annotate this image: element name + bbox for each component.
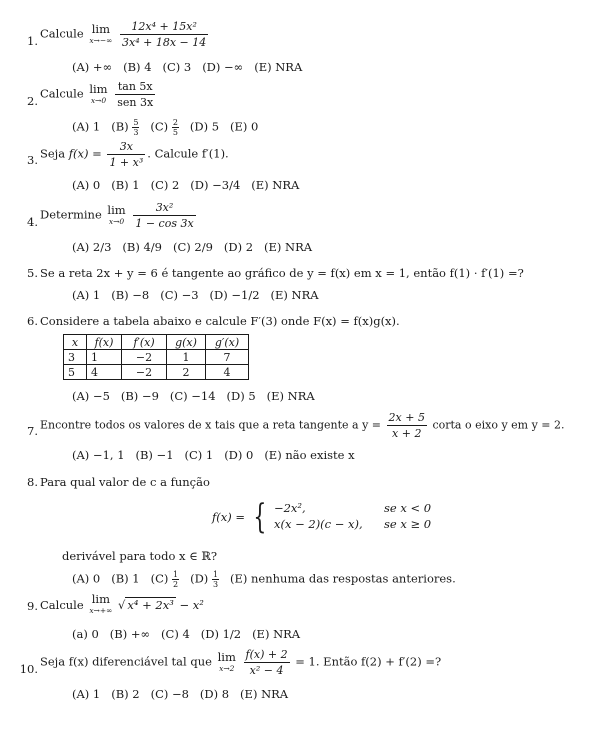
question-text: Encontre todos os valores de x tais que a reta tangente a y = $\frac{2x + 5}{x + 2}$ corta o eixo y em y = 2. [40,411,565,440]
question-text: Seja f(x) diferenciável tal que lim x→2 $\frac{f(x) + 2}{\text{x² − 4}}$ = 1. Então f(2) + f′(2) =? [40,648,442,677]
fraction: $\frac{f(x) + 2}{\text{x² − 4}}$ [245,648,288,677]
fraction: $\frac{\tan 5x}{\text{sen 3x}}$ [117,80,154,109]
limit: lim x→0 [89,81,108,105]
question-number: 7. [27,424,38,438]
options: (A) 1 (B) 2 (C) −8 (D) 8 (E) NRA [72,687,289,701]
table-header-cell: x [64,335,87,350]
table-header-cell: g(x) [167,335,206,350]
table-cell: 4 [87,365,122,380]
options: (A) 0 (B) 1 (C) 2 (D) −3/4 (E) NRA [72,178,300,192]
table-cell: 1 [167,350,206,365]
question-number: 9. [27,599,38,613]
fraction: $\frac{\text{3x²}}{1 - \cos 3x}$ [135,201,194,230]
table-header-cell: f(x) [87,335,122,350]
question-number: 6. [27,314,38,328]
options: (A) 0 (B) 1 (C) $\frac{1}{2}$ (D) $\frac{1}{3}$ (E) nenhuma das respostas anteriores. [72,570,456,589]
brace: { [253,497,266,537]
question-text [40,20,210,49]
table-cell: 7 [206,350,249,365]
table-header-cell: g′(x) [206,335,249,350]
table-cell: −2 [122,365,167,380]
options: (A) −5 (B) −9 (C) −14 (D) 5 (E) NRA [72,389,315,403]
question-number: 8. [27,475,38,489]
options: (A) −1, 1 (B) −1 (C) 1 (D) 0 (E) não existe x [72,448,355,462]
limit: lim x→2 [217,649,236,673]
question-text: Calcule lim x→0 $\frac{\tan 5x}{\text{sen 3x}}$ [40,80,154,109]
square-root: √ x⁴ + 2x³ [118,598,174,612]
limit: lim x→0 [107,202,126,226]
table-cell: −2 [122,350,167,365]
fraction: $\frac{\text{12x⁴ + 15x²}}{\text{3x⁴ + 18x − 14}}$ [122,20,207,49]
values-table [63,334,249,380]
options: (A) 1 (B) −8 (C) −3 (D) −1/2 (E) NRA [72,288,319,302]
question-text: Seja f(x) = $\frac{3x}{\text{1 + x³}}$ . Calcule f′(1). [40,140,229,169]
question-text: Para qual valor de c a função [40,475,210,489]
table-header-row [64,335,249,350]
table-cell: 4 [206,365,249,380]
question-number: 5. [27,266,38,280]
table-cell: 2 [167,365,206,380]
question-number: 2. [27,94,38,108]
question-text: Se a reta 2x + y = 6 é tangente ao gráfico de y = f(x) em x = 1, então f(1) · f′(1) =? [40,266,524,280]
question-continuation: derivável para todo x ∈ ℝ? [62,549,218,563]
fraction: $\frac{3x}{\text{1 + x³}}$ [109,140,144,169]
table-row [64,350,249,365]
question-number: 4. [27,215,38,229]
prefix: Calcule [40,26,84,41]
question-number: 3. [27,153,38,167]
fraction: $\frac{2x + 5}{x + 2}$ [388,411,425,440]
piecewise-function: f(x) = { −2x², se x < 0 x(x − 2)(c − x), se x ≥ 0 [212,497,432,537]
question-text: Calcule lim x→+∞ √ x⁴ + 2x³ − x² [40,592,204,615]
question-number: 1. [27,34,38,48]
options: (A) 1 (B) $\frac{5}{3}$ (C) $\frac{2}{5}$ (D) 5 (E) 0 [72,118,259,137]
table-cell: 3 [64,350,87,365]
question-number: 10. [19,662,38,676]
table-cell: 5 [64,365,87,380]
table-row [64,365,249,380]
options: (A) +∞ (B) 4 (C) 3 (D) −∞ (E) NRA [72,60,303,74]
question-text: Considere a tabela abaixo e calcule F′(3) onde F(x) = f(x)g(x). [40,314,400,328]
limit: lim x→+∞ [89,592,113,615]
table-header-cell: f′(x) [122,335,167,350]
limit: lim x→−∞ [89,21,113,45]
question-text: Determine lim x→0 $\frac{\text{3x²}}{1 - \cos 3x}$ [40,201,194,230]
options: (A) 2/3 (B) 4/9 (C) 2/9 (D) 2 (E) NRA [72,240,313,254]
options: (a) 0 (B) +∞ (C) 4 (D) 1/2 (E) NRA [72,627,301,641]
table-cell: 1 [87,350,122,365]
